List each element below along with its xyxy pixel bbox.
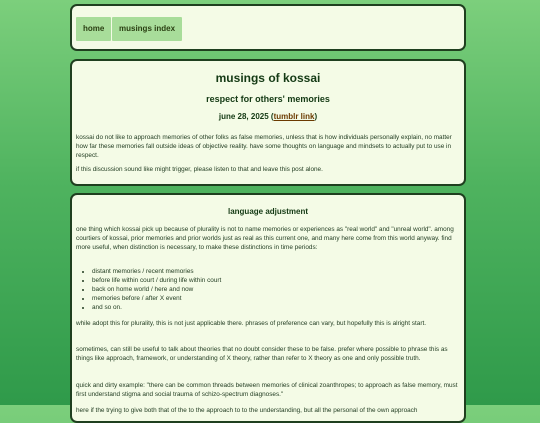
intro-paragraph: kossai do not like to approach memories of other folks as false memories, unless that is how individuals personally explain, no matter how far these memories fall outside ideas of objective reality. have some thoughts on language and mindsets to actually put to use in respect. <box>76 134 452 160</box>
list-item: • distant memories / recent memories <box>92 267 221 276</box>
language-adjustment-section <box>70 193 466 423</box>
section-title: language adjustment <box>227 207 308 216</box>
section-paragraph: here if the trying to give both that of the to the approach to to the understanding, but all the personal of the own approach <box>76 407 418 414</box>
post-subtitle: respect for others' memories <box>206 94 330 104</box>
section-paragraph: sometimes, can still be useful to talk about theories that no doubt consider these to be false. prefer where possible to phrase this as things like approach, framework, or understanding of X theory, rather than refer to X theory as one and only possible truth. <box>76 346 448 363</box>
nav-bar <box>70 4 466 51</box>
page-title: musings of kossai <box>215 71 321 85</box>
home-button[interactable]: home <box>76 17 111 41</box>
list-item: • memories before / after X event <box>92 294 221 303</box>
section-paragraph: one thing which kossai pick up because of plurality is not to name memories or experiences as "real world" and "unreal world". among courtiers of kossai, prior memories and prior worlds just as real as this current one, and many here come from this world anyway. find more useful, when distinction is necessary, to make these distinctions in time periods: <box>76 226 454 252</box>
list-item: • before life within court / during life within court <box>92 276 221 285</box>
list-item: • and so on. <box>92 303 221 312</box>
date-suffix: ) <box>314 112 318 121</box>
date-text: june 28, 2025 ( <box>218 112 274 121</box>
musings-index-button[interactable]: musings index <box>112 17 182 41</box>
post-header <box>70 59 466 186</box>
tumblr-link[interactable]: tumblr link <box>273 112 315 121</box>
time-period-list <box>82 267 221 312</box>
trigger-warning-paragraph: if this discussion sound like might trigger, please listen to that and leave this post alone. <box>76 166 323 173</box>
section-paragraph: while adopt this for plurality, this is not just applicable there. phrases of preference can vary, but hopefully this is alright start. <box>76 320 427 327</box>
section-paragraph: quick and dirty example: "there can be common threads between memories of clinical zoanthropes; to approach as false memory, must first understand stigma and social trauma of schizo-spectrum diagnoses." <box>76 382 458 399</box>
list-item: • back on home world / here and now <box>92 285 221 294</box>
post-date <box>72 112 464 121</box>
